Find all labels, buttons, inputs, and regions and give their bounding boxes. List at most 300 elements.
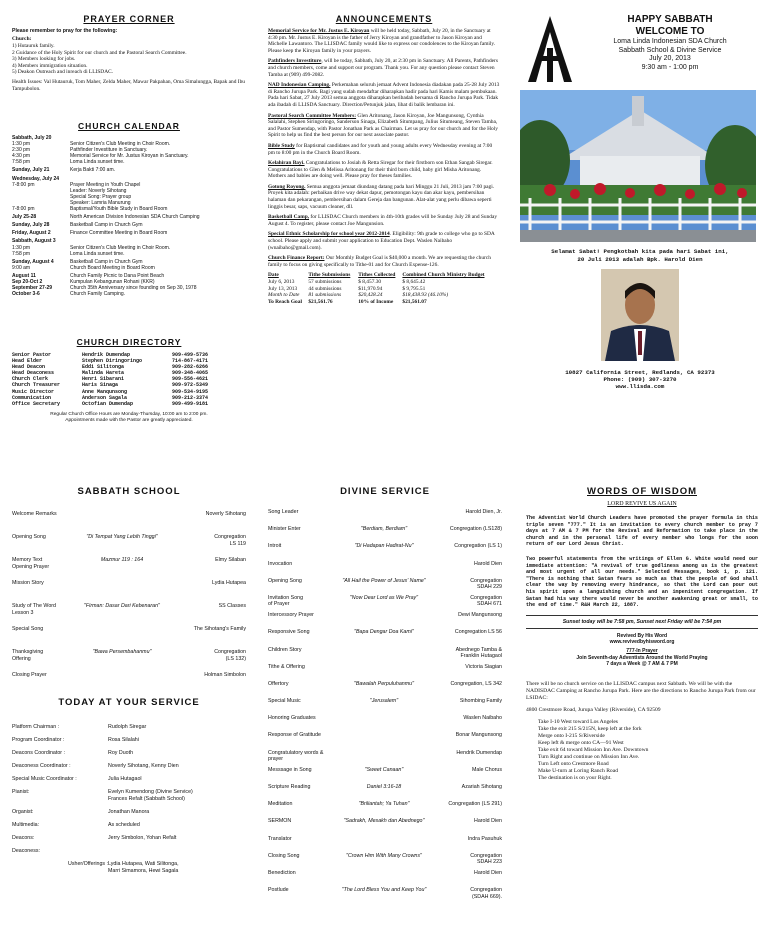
divine-part: Closing Song — [268, 852, 300, 859]
divine-row — [268, 698, 502, 715]
church-phone: Phone: (909) 307-3270 — [603, 376, 677, 384]
today-row — [12, 809, 246, 822]
divine-row — [268, 526, 502, 543]
directory-role: Head Deacon — [12, 364, 46, 371]
divine-title — [338, 647, 430, 664]
finance-header: Tithe Submissions — [308, 272, 351, 279]
calendar-date: 7:58 pm — [12, 159, 31, 166]
calendar-event-text: Finance Committee Meeting in Board Room — [70, 230, 168, 237]
finance-header: Combined Church Ministry Budget — [402, 272, 485, 279]
divine-part: Postlude — [268, 887, 289, 894]
announcement-item — [268, 214, 500, 227]
announcement-body: , will be today, Sabbath, July 20, at 2:30 pm in Sanctuary. All Parents, Pathfinders and church members, come and support our program. Thank you. For any question please contact Steven Tamba at (909) 499-2082. — [268, 58, 498, 78]
sabbath_school-title: "Bawa Persembahanmu" — [92, 649, 152, 655]
announcement-body: . Eligibility: 9th grade to college who go to SDA school. Please apply and submit your application to Education Dept. Waslen Naibaho (wnaibaho@gmail.com). — [268, 231, 495, 251]
calendar-event-detail: Leader: Noverly Sihotang Special Song: Prayer group Speaker: Lamria Manurung — [70, 187, 132, 206]
calendar-event-text: Basketball Camp in Church Gym — [70, 222, 143, 229]
divine-row — [268, 647, 502, 664]
prayer-list — [12, 43, 246, 76]
divine-title — [338, 732, 430, 749]
revived-line3: 777-In Prayer — [626, 648, 658, 655]
finance-cell: 81 submissions — [308, 292, 342, 299]
words-of-wisdom — [526, 486, 758, 782]
divine-part: Honoring Graduates — [268, 715, 316, 722]
camp-notice: There will be no church service on the LLISDAC campus next Sabbath. We will be with the NADISDAC Camping at Rancho Jurupa Park. Here are the directions to Rancho Jurupa Park from our LSIDAC: — [526, 681, 756, 702]
calendar-date: 9:00 am — [12, 264, 31, 271]
service-name: Sabbath School & Divine Service — [618, 46, 722, 54]
divine-title: "Sadrakh, Mesakh dan Abednego" — [343, 818, 425, 825]
finance-cell: $ 9,795.51 — [402, 285, 426, 292]
sabbath_school-title: "Di Tempat Yang Lebih Tinggi" — [86, 534, 158, 540]
calendar-date: October 3-6 — [12, 291, 40, 298]
announcement-heading: NAD Indonesian Camping. — [268, 82, 331, 89]
calendar-event-text: Memorial Service for Mr. Justus Kiroyan in Sanctuary. — [70, 153, 189, 160]
revived-block — [526, 633, 758, 667]
finance-row — [268, 279, 500, 286]
today-names: Noverly Sihotang, Kenny Dien — [108, 763, 179, 769]
church-photo — [520, 90, 756, 242]
directory-name: Eddi Silitonga — [82, 364, 125, 371]
divine-part: Invocation — [268, 560, 293, 567]
church-directory-title: CHURCH DIRECTORY — [76, 337, 182, 347]
sabbath_school-person: Elmy Silaban — [215, 557, 246, 563]
calendar-date: September 27-29 — [12, 285, 53, 292]
directory-role: Music Director — [12, 388, 55, 395]
calendar-date: Friday, August 2 — [12, 230, 51, 237]
divine-row — [268, 715, 502, 732]
today-names — [108, 848, 246, 861]
today-role: Deaconess: — [12, 848, 40, 854]
sabbath-school-title: SABBATH SCHOOL — [77, 486, 181, 497]
prayer-item: 4) Members immigration situation. — [12, 62, 88, 69]
divine-title — [338, 561, 430, 578]
service-date: July 20, 2013 — [649, 55, 691, 62]
divine-row — [268, 887, 502, 904]
today-service — [12, 697, 246, 881]
calendar-table — [12, 135, 200, 297]
divine-person: Harold Dien — [474, 818, 502, 825]
calendar-event-text: Baptismal/Youth Bible Study in Board Room — [70, 206, 168, 213]
divine-person: Hendrik Dumendap — [456, 749, 502, 756]
calendar-event — [70, 291, 200, 297]
announcement-heading: Church Finance Report: — [268, 255, 325, 262]
calendar-event-text: Basketball Camp in Church Gym — [70, 258, 143, 265]
finance-cell: July 13, 2013 — [268, 285, 298, 292]
divine-title: "Bawalah Perpuluhanmu" — [353, 680, 414, 687]
calendar-event-text: Senior Citizen's Club Meeting in Choir Room. — [70, 244, 171, 251]
announcement-item — [268, 82, 500, 108]
calendar-event-text: Kumpulan Kebangunan Rohani (KKR) — [70, 278, 155, 285]
sabbath_school-row — [12, 534, 246, 557]
calendar-row — [12, 291, 200, 297]
preacher-caption-line1: Selamat Sabat! Pengkotbah kita pada hari Sabat ini, — [551, 248, 729, 255]
calendar-event-text: Senior Citizen's Club Meeting in Choir Room. — [70, 141, 171, 148]
today-role: Pianist: — [12, 789, 30, 795]
calendar-event-text: Loma Linda sunset time. — [70, 159, 125, 166]
divine-part: Offertory — [268, 680, 289, 687]
divine-title: Daniel 3:16-18 — [366, 784, 402, 790]
divine-title: "Briliantah; Ya Tuhan" — [358, 801, 410, 808]
announcement-heading: Special Ethnic Scholarship for school year 2012-2014 — [268, 231, 390, 238]
divine-person: Congregation (SDAH 669). — [470, 887, 502, 900]
divine-part: Special Music — [268, 698, 301, 705]
today-row — [12, 835, 246, 848]
finance-cell: $11,970.94 — [358, 285, 383, 292]
church-website[interactable]: www.llisda.com — [615, 383, 665, 391]
announcement-item — [268, 113, 500, 139]
today-names: Rudolph Siregar — [108, 724, 147, 730]
divine-row — [268, 612, 502, 629]
announcement-heading: Memorial Service for Mr. Justus E. Kiroyan — [268, 28, 370, 34]
church-name: Loma Linda Indonesian SDA Church — [613, 38, 727, 45]
today-names: Julia Hutagaol — [108, 776, 142, 782]
announcement-item — [268, 28, 500, 54]
divine-part: SERMON — [268, 818, 292, 825]
today-row — [12, 724, 246, 737]
today-row — [12, 737, 246, 750]
sabbath_school-person: Congregation LS 119 — [214, 534, 246, 547]
divine-person: Congregation LS 56 — [454, 629, 502, 636]
divine-row — [268, 818, 502, 835]
divine-row — [268, 595, 502, 612]
sabbath_school-part: Special Song — [12, 626, 44, 632]
divine-row — [268, 836, 502, 853]
sabbath_school-row — [12, 649, 246, 672]
prayer-item: 2 Guidance of the Holy Spirit for our church and the Pastoral Search Committee. — [12, 49, 187, 56]
divine-title — [338, 509, 430, 526]
words-divider-2 — [526, 628, 758, 629]
welcome-title: HAPPY SABBATH — [627, 14, 713, 25]
divine-title: "Berdiam, Berdiam" — [360, 526, 408, 533]
announcement-item — [268, 143, 500, 156]
sabbath_school-part: Study of The Word Lesson 3 — [12, 603, 56, 616]
sabbath_school-row — [12, 580, 246, 603]
announcement-item — [268, 58, 500, 78]
divine-title: "Bapa Dengar Doa Kami" — [354, 629, 414, 636]
calendar-date: Sunday, July 28 — [12, 222, 50, 229]
sabbath-school — [12, 486, 246, 695]
divine-row — [268, 801, 502, 818]
finance-cell: $21,561.76 — [308, 298, 333, 305]
finance-cell: $ 8,457.30 — [358, 279, 382, 285]
divine-row — [268, 853, 502, 870]
today-role: Special Music Coordinator : — [12, 776, 77, 782]
direction-step: Turn Right and continue on Mission Inn Ave. — [538, 754, 640, 761]
finance-row — [268, 286, 500, 293]
divine-person: Waslen Naibaho — [463, 715, 502, 722]
divine-person: Male Chorus — [471, 766, 502, 773]
announcement-body: Congratulations to Josiah & Retta Siregar for their firstborn son Ethan Sangab Siregar. Congratulations to Glen & Melissa Aritonang for their third born child, baby girl Misha Aritonang. Mothers and babies are doing well. Please pray for theses families. — [268, 160, 493, 180]
divine-title: "All Hail the Power of Jesus' Name" — [342, 577, 426, 584]
words-paragraph-1: The Adventist World Church Leaders have promoted the prayer formula in this triple seven "777." It is an invitation to every church member to pray 7 days at 7 AM & 7 PM for the Revival and Reformation to take place in the church and in the personal life of every member who longs for the soon return of our Lord Jesus Christ. — [526, 515, 758, 548]
sabbath_school-title — [74, 626, 170, 649]
divine-part: Opening Song — [268, 577, 302, 584]
camp-address: 4800 Crestmore Road, Jurupa Valley (Riverside), CA 92509 — [526, 707, 661, 714]
revived-line1: Revived By His Word — [616, 632, 668, 639]
divine-service — [268, 486, 502, 904]
divine-title: "Now Dear Lord as We Pray" — [349, 594, 419, 601]
announcement-heading: Pathfinders Investiture — [268, 58, 322, 65]
directory-name: Octofian Dumendap — [82, 400, 134, 407]
sabbath_school-row — [12, 626, 246, 649]
direction-step: Take I-10 West toward Los Angeles — [538, 719, 618, 726]
today-role: Deaconess Coordinator : — [12, 763, 71, 769]
sabbath_school-title: Mazmur 119 : 164 — [100, 557, 144, 563]
prayer-corner — [12, 14, 246, 92]
divine-part: Invitation Song of Prayer — [268, 594, 304, 608]
calendar-event-text: Prayer Meeting in Youth Chapel — [70, 181, 141, 188]
divine-person: Indra Pasuhuk — [467, 835, 502, 842]
today-row — [12, 848, 246, 861]
divine-row — [268, 578, 502, 595]
calendar-date: Wednesday, July 24 — [12, 175, 60, 182]
divine-part: Song Leader — [268, 509, 299, 515]
divine-row — [268, 629, 502, 646]
directory-name: Anderson Sagala — [82, 394, 128, 401]
divine-row — [268, 732, 502, 749]
finance-cell: Month to Date — [268, 292, 300, 299]
divine-person: Azariah Sihotang — [461, 784, 502, 790]
divine-title: "The Lord Bless You and Keep You" — [341, 887, 427, 894]
welcome-block — [520, 14, 760, 391]
divine-title: "Crown Him With Many Crowns" — [346, 852, 422, 859]
divine-person: Congregation, LS 342 — [450, 680, 502, 687]
calendar-date: 2:30 pm — [12, 147, 31, 154]
today-row — [12, 861, 246, 881]
finance-cell: $ 8,645.42 — [402, 279, 426, 285]
preacher-caption — [520, 248, 760, 263]
divine-title — [338, 750, 430, 767]
directions-list — [526, 719, 758, 782]
announcement-heading: Kelahiran Bayi. — [268, 160, 305, 167]
sabbath_school-person: Noverly Sihotang — [205, 511, 246, 517]
divine-service-program — [268, 509, 502, 904]
divine-part: Response of Gratitude — [268, 732, 321, 739]
directory-table — [12, 352, 242, 407]
divine-person: Congregation (LS128) — [449, 526, 502, 533]
calendar-date: 7:58 pm — [12, 250, 31, 257]
directory-phone: 909-499-5736 — [172, 352, 209, 358]
divine-title — [338, 836, 430, 853]
sabbath_school-title: "Firman: Dasar Dari Kebenaran" — [84, 603, 160, 609]
finance-cell: To Reach Goal — [268, 298, 302, 305]
divine-row — [268, 664, 502, 681]
directory-phone: 714-867-4171 — [172, 358, 209, 365]
today-row — [12, 789, 246, 809]
prayer-intro: Please remember to pray for the following: — [12, 28, 118, 34]
church-calendar — [12, 121, 246, 297]
divine-part: Meditation — [268, 801, 293, 808]
sabbath_school-person: Congregation (LS 132) — [214, 649, 246, 662]
sabbath_school-part: Memory Text Opening Prayer — [12, 557, 50, 570]
directory-name: Henri Sibarani — [82, 376, 125, 383]
revived-link[interactable]: www.revivedbyhisword.org — [609, 639, 675, 646]
words-paragraph-2: Two powerful statements from the writings of Ellen G. White would need our immediate attention: "A revival of true godliness among us is the greatest and most urgent of all our needs." Selected Messages, book 1, p. 121. "There is nothing that Satan fears so much as that the people of God shall clear the way by removing every hindrance, so that the Lord can pour out his spirit upon a languishing church and an impenitent congregation. If Satan had his way there would never be another awakening great or small, to the end of time." R&H March 22, 1887. — [526, 555, 758, 609]
direction-step: Take exit 64 toward Mission Inn Ave. Downtown — [538, 747, 649, 754]
directory-row — [12, 395, 242, 401]
divine-part: Scripture Reading — [268, 784, 311, 790]
divine-row — [268, 509, 502, 526]
church-directory — [12, 337, 246, 424]
sabbath_school-part: Closing Prayer — [12, 672, 47, 678]
direction-step: Keep left & merge onto CA—91 West — [538, 740, 624, 747]
welcome-subtitle: WELCOME TO — [635, 26, 705, 37]
directory-role: Communication — [12, 394, 52, 401]
directory-role: Senior Pastor — [12, 352, 52, 358]
divine-title — [338, 612, 430, 629]
announcement-body: for LLISDAC Church members in 4th-10th grades will be Sunday July 28 and Sunday August 4. To register, please contact Joe Mangunsion. — [268, 214, 498, 227]
calendar-date: July 25-28 — [12, 214, 37, 221]
directory-role: Head Elder — [12, 358, 43, 365]
today-names: Jonathan Manora — [108, 809, 150, 815]
divine-row — [268, 870, 502, 887]
directory-role: Head Deaconess — [12, 370, 55, 377]
directory-phone: 909-212-3374 — [172, 394, 209, 401]
office-hours-note: Regular Church Office Hours are Monday-Thursday, 10:00 am to 2:00 pm. Appointments made with the Pastor are greatly appreciated. — [50, 411, 208, 423]
church-address: 10827 California Street, Redlands, CA 92373 — [565, 369, 715, 376]
calendar-event-text: Church Family Camping. — [70, 291, 126, 298]
calendar-date: 7-8:00 pm — [12, 181, 35, 188]
divine-title: "Jerusalem" — [369, 698, 399, 705]
church-logo-icon — [520, 14, 580, 84]
divine-part: Minister Enter — [268, 526, 301, 533]
divine-part: Children Story — [268, 646, 302, 653]
sabbath_school-part: Thanksgiving Offering — [12, 649, 44, 662]
words-divider — [526, 615, 758, 616]
announcement-item — [268, 160, 500, 180]
sabbath_school-person: Holman Simbolon — [204, 672, 246, 678]
finance-header-row — [268, 272, 500, 279]
finance-cell: July 6, 2013 — [268, 279, 295, 285]
today-role: Platform Chairman : — [12, 724, 60, 730]
calendar-date: Sunday, August 4 — [12, 258, 54, 265]
divine-title — [338, 870, 430, 887]
calendar-date: 7-8:00 pm — [12, 206, 35, 213]
divine-part: Introit — [268, 543, 282, 550]
prayer-item: 5) Deakon Outreach and inreach di LLISDAC. — [12, 69, 114, 76]
calendar-event-text: Loma Linda sunset time. — [70, 250, 125, 257]
direction-step: Make U-turn at Loring Ranch Road — [538, 768, 619, 775]
divine-title: "Sweet Canaan" — [364, 766, 404, 773]
today-role: Usher/Offerings : — [68, 861, 108, 867]
divine-person: Congregation SDAH 229 — [470, 577, 502, 591]
divine-title: "Di Hadapan Hadirat-Nu" — [354, 543, 414, 550]
announcement-heading: Pastoral Search Committee Members: — [268, 112, 357, 119]
revived-line4: Join Seventh-day Adventists Around the World Praying — [576, 654, 708, 661]
divine-person: Congregation SDAH 223 — [470, 852, 502, 866]
announcement-body: Perkemahan seluruh jemaat Advent Indonesia diadakan pada 25-28 July 2013 di Rancho Jurupa Park. Bagi yang sudah mendaftar diharapkan hadir pada hari Kamis malam pembukaan. Pada hari Sabat, 27 July 2013 semua anggota diharapkan beribadah bersama di Rancho Jurupa Park. Tidak ada ibadah di LLISDA Sanctuary. Direction/Petunjuk jalan, lihat di balik lembaran ini. — [268, 82, 500, 108]
today-service-title: TODAY AT YOUR SERVICE — [58, 697, 200, 708]
direction-step: The destination is on your Right. — [538, 775, 612, 782]
directory-name: Malinda Hareta — [82, 370, 125, 377]
announcement-heading: Bible Study — [268, 142, 295, 149]
calendar-date: Sabbath, July 20 — [12, 135, 52, 141]
directory-role: Church Treasurer — [12, 382, 61, 389]
calendar-date: 4:30 pm — [12, 153, 31, 160]
calendar-date: Sunday, July 21 — [12, 167, 50, 174]
sabbath_school-title — [74, 580, 170, 603]
directory-row — [12, 401, 242, 407]
divine-title — [338, 664, 430, 681]
finance-cell: 57 submissions — [308, 279, 342, 285]
directory-name: Hendrik Dumendap — [82, 352, 131, 358]
words-subtitle: LORD REVIVE US AGAIN — [607, 501, 677, 507]
divine-person: Congregation (LS 1) — [454, 543, 502, 550]
finance-cell: $21,561.07 — [402, 298, 427, 305]
divine-part: Responsive Song — [268, 629, 310, 636]
sabbath_school-row — [12, 511, 246, 534]
directory-role: Office Secretary — [12, 400, 61, 407]
announcements-title: ANNOUNCEMENTS — [335, 14, 433, 24]
today-names: Roy Duoth — [108, 750, 134, 756]
today-row — [12, 763, 246, 776]
divine-row — [268, 543, 502, 560]
divine-person: Harold Dien — [474, 560, 502, 567]
divine-person: Sihombing Family — [459, 698, 502, 705]
divine-service-title: DIVINE SERVICE — [340, 486, 430, 497]
announcement-body: Our Monthly Budget Goal is $40,000 a month. We are requesting the church family to focus on giving specifically to Tithe-01 and for Church Expense-126. — [268, 255, 491, 268]
divine-row — [268, 784, 502, 801]
today-names: Rosa Silalahi — [108, 737, 139, 743]
sabbath_school-row — [12, 603, 246, 626]
calendar-event — [70, 214, 200, 220]
health-issues: Health Issues: Val Hutauruk, Tom Maher, Zelda Maher, Mawar Pakpahan, Oma Simalungga, Bapak and Ibu Tampubolon. — [12, 78, 245, 92]
today-names: Evelyn Kumendong (Divine Service) Frances Refalt (Sabbath School) — [108, 789, 193, 802]
calendar-date: Sep 20-Oct 2 — [12, 278, 43, 285]
calendar-date: 1:30 pm — [12, 244, 31, 251]
directory-row — [12, 389, 242, 395]
today-row — [12, 750, 246, 763]
today-role: Deacons Coordinator : — [12, 750, 65, 756]
announcement-item — [268, 255, 500, 268]
divine-row — [268, 561, 502, 578]
calendar-event-text: Church Board Meeting in Board Room — [70, 264, 155, 271]
divine-person: Harold Dien, Jr. — [465, 509, 502, 515]
finance-cell: $20,428.24 — [358, 292, 383, 299]
today-names: Lydia Hutapea, Wati Silitonga, Marri Simamora, Hewi Sagala — [108, 861, 179, 874]
directory-phone: 909-972-5349 — [172, 382, 209, 389]
church-calendar-title: CHURCH CALENDAR — [78, 121, 180, 131]
directory-name: Anne Manqunsong — [82, 388, 128, 395]
directory-phone: 909-556-4621 — [172, 376, 209, 383]
announcement-list — [268, 28, 500, 268]
church-contact — [520, 369, 760, 391]
directory-phone: 909-534-9195 — [172, 388, 209, 395]
calendar-event-text: North American Division Indonesian SDA Church Camping — [70, 214, 200, 221]
divine-title — [338, 715, 430, 732]
calendar-event-text: Pathfinder Investiture in Sanctuary. — [70, 147, 148, 154]
calendar-event-text: Kerja Bakti 7:00 am. — [70, 167, 116, 174]
divine-person: Bonar Mangunsong — [455, 732, 502, 739]
today-row — [12, 776, 246, 789]
finance-row — [268, 299, 500, 306]
today-row — [12, 822, 246, 835]
words-title: WORDS OF WISDOM — [587, 486, 697, 497]
sabbath_school-person: The Sihotang's Family — [193, 626, 246, 632]
directory-phone: 909-499-9181 — [172, 400, 209, 407]
divine-part: Intercessory Prayer — [268, 612, 314, 619]
finance-cell: 44 submissions — [308, 285, 342, 292]
today-role: Deacons: — [12, 835, 35, 841]
divine-person: Harold Dien — [474, 869, 502, 876]
sabbath_school-row — [12, 557, 246, 580]
preacher-caption-line2: 20 Juli 2013 adalah Bpk. Harold Dien — [577, 255, 703, 263]
divine-part: Tithe & Offering — [268, 663, 305, 670]
directory-name: Haris Sinaga — [82, 382, 119, 389]
calendar-date: August 11 — [12, 272, 36, 279]
finance-header: Tithes Collected — [358, 272, 396, 279]
prayer-corner-title: PRAYER CORNER — [83, 14, 175, 24]
